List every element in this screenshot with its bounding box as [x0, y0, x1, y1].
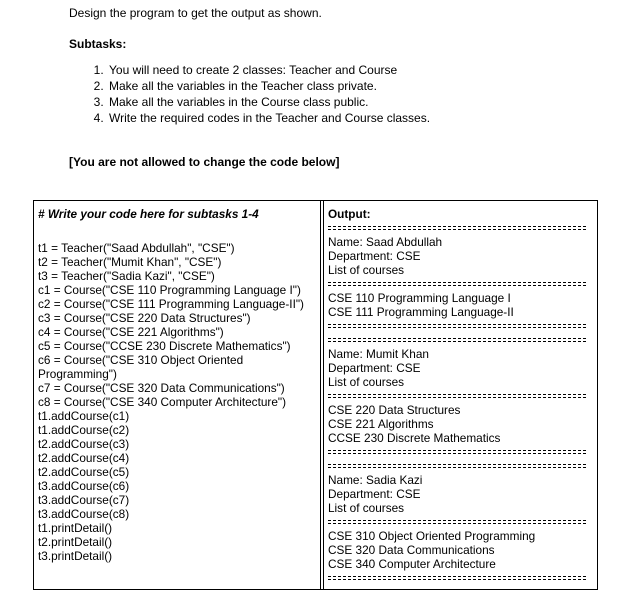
output-separator: [328, 571, 586, 585]
code-line: t3 = Teacher("Sadia Kazi", "CSE"): [38, 269, 215, 283]
subtask-item: 4. Write the required codes in the Teacher and Course classes.: [107, 110, 430, 126]
output-separator: [328, 277, 586, 291]
subtasks-heading: Subtasks:: [69, 37, 127, 51]
subtasks-list: [69, 62, 430, 126]
code-line: c4 = Course("CSE 221 Algorithms"): [38, 325, 224, 339]
output-line: Name: Mumit Khan: [328, 347, 429, 361]
output-line: List of courses: [328, 501, 405, 515]
output-line: CSE 320 Data Communications: [328, 543, 495, 557]
output-line: CSE 110 Programming Language I: [328, 291, 511, 305]
code-line: t2.addCourse(c3): [38, 437, 130, 451]
code-line: c7 = Course("CSE 320 Data Communications"): [38, 381, 285, 395]
code-lines: [38, 241, 318, 563]
code-header: # Write your code here for subtasks 1-4: [38, 207, 259, 221]
code-line: t1 = Teacher("Saad Abdullah", "CSE"): [38, 241, 235, 255]
code-line: t1.addCourse(c2): [38, 423, 130, 437]
code-column: [38, 207, 318, 563]
subtask-item: 2. Make all the variables in the Teacher class private.: [107, 78, 430, 94]
code-line: c6 = Course("CSE 310 Object Oriented Programming"): [38, 353, 244, 381]
code-line: c3 = Course("CSE 220 Data Structures"): [38, 311, 251, 325]
output-line: List of courses: [328, 375, 405, 389]
output-column: [328, 207, 586, 585]
code-line: t3.addCourse(c6): [38, 479, 130, 493]
code-line: c2 = Course("CSE 111 Programming Language-II"): [38, 297, 304, 311]
code-line: c1 = Course("CSE 110 Programming Language I"): [38, 283, 301, 297]
output-line: Name: Saad Abdullah: [328, 235, 443, 249]
output-line: CSE 340 Computer Architecture: [328, 557, 496, 571]
code-line: c8 = Course("CSE 340 Computer Architecture"): [38, 395, 287, 409]
code-line: t2.addCourse(c4): [38, 451, 130, 465]
subtask-item: 3. Make all the variables in the Course class public.: [107, 94, 430, 110]
code-output-table: [33, 200, 598, 590]
output-line: CSE 220 Data Structures: [328, 403, 461, 417]
output-line: CSE 111 Programming Language-II: [328, 305, 514, 319]
output-separator: [328, 319, 586, 333]
notice-text: [You are not allowed to change the code below]: [69, 155, 340, 169]
code-line: t3.printDetail(): [38, 549, 113, 563]
column-divider: [320, 201, 324, 589]
output-separator: [328, 445, 586, 459]
subtask-item: 1. You will need to create 2 classes: Teacher and Course: [107, 62, 430, 78]
output-line: CCSE 230 Discrete Mathematics: [328, 431, 501, 445]
code-line: t2 = Teacher("Mumit Khan", "CSE"): [38, 255, 222, 269]
output-line: Department: CSE: [328, 249, 421, 263]
code-line: t1.addCourse(c1): [38, 409, 130, 423]
output-separator: [328, 221, 586, 235]
code-line: t3.addCourse(c7): [38, 493, 130, 507]
output-separator: [328, 459, 586, 473]
output-header: Output:: [328, 207, 371, 221]
code-line: t2.printDetail(): [38, 535, 113, 549]
output-line: List of courses: [328, 263, 405, 277]
output-line: Department: CSE: [328, 487, 421, 501]
output-line: CSE 310 Object Oriented Programming: [328, 529, 536, 543]
output-lines: [328, 221, 586, 585]
code-line: t1.printDetail(): [38, 521, 113, 535]
intro-text: Design the program to get the output as shown.: [69, 6, 322, 20]
output-separator: [328, 515, 586, 529]
code-line: c5 = Course("CCSE 230 Discrete Mathematics"): [38, 339, 291, 353]
code-line: t2.addCourse(c5): [38, 465, 130, 479]
output-line: CSE 221 Algorithms: [328, 417, 434, 431]
output-separator: [328, 333, 586, 347]
code-line: t3.addCourse(c8): [38, 507, 130, 521]
output-line: Name: Sadia Kazi: [328, 473, 423, 487]
output-separator: [328, 389, 586, 403]
output-line: Department: CSE: [328, 361, 421, 375]
